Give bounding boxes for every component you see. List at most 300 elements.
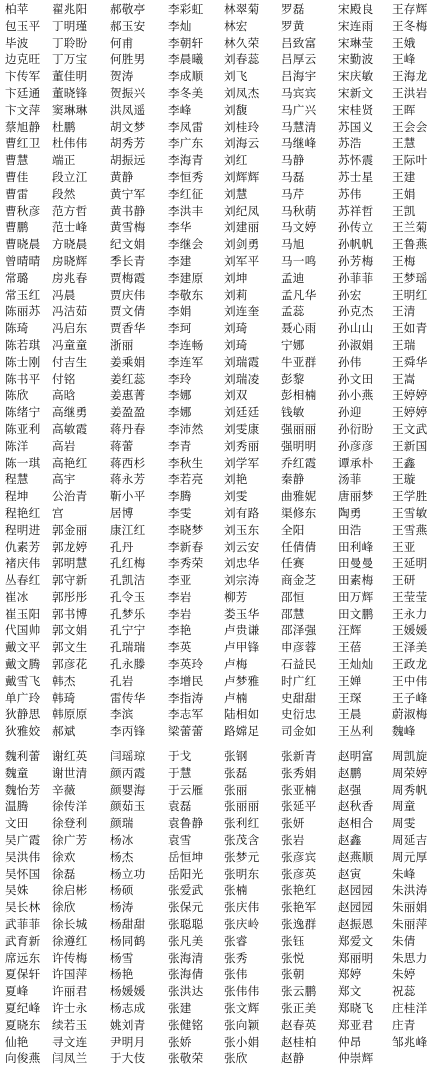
name-cell: 徐欢 xyxy=(52,849,76,864)
name-cell: 刘琦 xyxy=(224,321,248,336)
name-cell: 王梅 xyxy=(392,253,416,268)
name-cell: 黄宁军 xyxy=(110,186,146,201)
name-cell: 董佳明 xyxy=(52,69,88,84)
name-cell: 杨冰 xyxy=(110,833,134,848)
name-cell: 韩原原 xyxy=(52,707,88,722)
name-cell: 纪文娟 xyxy=(110,237,146,252)
name-row xyxy=(0,656,435,673)
name-cell: 夏保轩 xyxy=(5,967,41,982)
name-row xyxy=(0,690,435,707)
name-cell: 颜丙霞 xyxy=(110,765,146,780)
name-row xyxy=(0,849,435,866)
name-cell: 王峰 xyxy=(392,52,416,67)
name-cell: 吴洪伟 xyxy=(5,849,41,864)
name-row xyxy=(0,1034,435,1051)
name-cell: 陈士刚 xyxy=(5,354,41,369)
name-cell: 孔岩 xyxy=(110,673,134,688)
name-row xyxy=(0,35,435,52)
name-cell: 时广红 xyxy=(281,673,317,688)
name-cell: 张钰 xyxy=(281,933,305,948)
name-row xyxy=(0,421,435,438)
name-cell: 李灿 xyxy=(168,18,192,33)
name-cell: 续若玉 xyxy=(52,1017,88,1032)
name-cell: 张新青 xyxy=(281,749,317,764)
name-cell: 郭文生 xyxy=(52,640,88,655)
name-cell: 郝斌 xyxy=(52,724,76,739)
name-row xyxy=(0,1000,435,1017)
name-cell: 陆相如 xyxy=(224,707,260,722)
name-cell: 魏峰 xyxy=(392,724,416,739)
name-cell: 贾梅霞 xyxy=(110,270,146,285)
name-cell: 杨媛媛 xyxy=(110,984,146,999)
name-cell: 吴长林 xyxy=(5,900,41,915)
name-cell: 董晓锋 xyxy=(52,85,88,100)
name-cell: 范方哲 xyxy=(52,203,88,218)
name-cell: 赵寅 xyxy=(338,866,362,881)
name-cell: 王洪岩 xyxy=(392,85,428,100)
name-cell: 蒋丹春 xyxy=(110,421,146,436)
name-cell: 戴雪飞 xyxy=(5,673,41,688)
name-cell: 赵明富 xyxy=(338,749,374,764)
name-cell: 郭文娟 xyxy=(52,623,88,638)
name-cell: 乔红霞 xyxy=(281,455,317,470)
name-cell: 彭相楠 xyxy=(281,388,317,403)
name-cell: 田曼曼 xyxy=(338,556,374,571)
name-cell: 王晨 xyxy=(338,707,362,722)
name-row xyxy=(0,152,435,169)
name-cell: 张延平 xyxy=(281,799,317,814)
name-cell: 居博 xyxy=(110,505,134,520)
name-cell: 孙帆帆 xyxy=(338,237,374,252)
name-cell: 孙克杰 xyxy=(338,304,374,319)
name-cell: 王婷婷 xyxy=(392,405,428,420)
name-cell: 赵春英 xyxy=(281,1017,317,1032)
name-cell: 林翠菊 xyxy=(224,2,260,16)
name-row xyxy=(0,832,435,849)
name-cell: 刘海云 xyxy=(224,136,260,151)
name-cell: 卢楠 xyxy=(224,690,248,705)
name-row xyxy=(0,18,435,35)
name-cell: 贾香华 xyxy=(110,321,146,336)
name-cell: 李沛然 xyxy=(168,421,204,436)
name-cell: 张建 xyxy=(168,1001,192,1016)
name-row xyxy=(0,798,435,815)
name-cell: 王婷婷 xyxy=(392,388,428,403)
name-cell: 边克旺 xyxy=(5,52,41,67)
name-cell: 周元厚 xyxy=(392,849,428,864)
name-cell: 周童 xyxy=(392,799,416,814)
name-cell: 曹佳 xyxy=(5,169,29,184)
name-cell: 张楠 xyxy=(224,883,248,898)
name-cell: 赵静 xyxy=(281,1051,305,1066)
name-cell: 李连畅 xyxy=(168,337,204,352)
name-cell: 田素梅 xyxy=(338,573,374,588)
name-cell: 仲崇辉 xyxy=(338,1051,374,1066)
name-cell: 周雯 xyxy=(392,816,416,831)
name-row xyxy=(0,882,435,899)
name-cell: 苏国义 xyxy=(338,119,374,134)
name-cell: 王明红 xyxy=(392,287,428,302)
name-row xyxy=(0,85,435,102)
name-cell: 汪辉 xyxy=(338,623,362,638)
name-cell: 王研 xyxy=(392,573,416,588)
name-cell: 宋庆敏 xyxy=(338,69,374,84)
name-cell: 张娇 xyxy=(168,1034,192,1049)
name-cell: 李继会 xyxy=(168,237,204,252)
name-cell: 靳小平 xyxy=(110,489,146,504)
name-cell: 胡秀芳 xyxy=(110,136,146,151)
name-cell: 韩琦 xyxy=(52,690,76,705)
name-cell: 张云鹏 xyxy=(281,984,317,999)
name-cell: 王璇 xyxy=(392,472,416,487)
name-row xyxy=(0,1050,435,1067)
name-cell: 梁蕾蕾 xyxy=(168,724,204,739)
name-cell: 褚庆伟 xyxy=(5,556,41,571)
name-cell: 刘有路 xyxy=(224,505,260,520)
name-cell: 雷传华 xyxy=(110,690,146,705)
name-cell: 李广东 xyxy=(168,136,204,151)
name-cell: 杨同鹤 xyxy=(110,933,146,948)
name-cell: 赵振恩 xyxy=(338,917,374,932)
name-cell: 岳恒坤 xyxy=(168,849,204,864)
name-cell: 程坤 xyxy=(5,489,29,504)
name-cell: 张彦宾 xyxy=(281,849,317,864)
name-cell: 许士永 xyxy=(52,1001,88,1016)
name-cell: 席远东 xyxy=(5,950,41,965)
name-cell: 仙艳 xyxy=(5,1034,29,1049)
name-cell: 王建 xyxy=(392,169,416,184)
name-cell: 周延吉 xyxy=(392,833,428,848)
name-cell: 曾晴晴 xyxy=(5,253,41,268)
name-cell: 赵园园 xyxy=(338,900,374,915)
name-cell: 刘慧 xyxy=(224,186,248,201)
name-cell: 任赛 xyxy=(281,556,305,571)
name-cell: 王娥 xyxy=(392,35,416,50)
name-row xyxy=(0,169,435,186)
name-cell: 李凤雷 xyxy=(168,119,204,134)
name-cell: 朱婷 xyxy=(392,967,416,982)
name-cell: 李朝轩 xyxy=(168,35,204,50)
name-cell: 王存辉 xyxy=(392,2,428,16)
name-cell: 窦琳琳 xyxy=(52,102,88,117)
name-cell: 张逸群 xyxy=(281,917,317,932)
name-cell: 端正 xyxy=(52,153,76,168)
name-cell: 刘雯 xyxy=(224,489,248,504)
name-cell: 曹雷 xyxy=(5,186,29,201)
name-cell: 王中伟 xyxy=(392,673,428,688)
name-cell: 牛亚群 xyxy=(281,354,317,369)
name-cell: 宋新文 xyxy=(338,85,374,100)
name-row xyxy=(0,866,435,883)
name-cell: 王亚 xyxy=(392,539,416,554)
name-cell: 程明进 xyxy=(5,522,41,537)
name-cell: 刘艳 xyxy=(224,472,248,487)
name-cell: 李晨曦 xyxy=(168,52,204,67)
name-cell: 刘廷廷 xyxy=(224,405,260,420)
name-cell: 杨志成 xyxy=(110,1001,146,1016)
name-cell: 刘忠华 xyxy=(224,556,260,571)
name-cell: 强明明 xyxy=(281,438,317,453)
name-cell: 李冬美 xyxy=(168,85,204,100)
name-cell: 谢红英 xyxy=(52,749,88,764)
name-cell: 张妍 xyxy=(281,816,305,831)
name-cell: 孙传立 xyxy=(338,220,374,235)
name-cell: 孙芳梅 xyxy=(338,253,374,268)
name-cell: 房兆春 xyxy=(52,270,88,285)
name-cell: 马静 xyxy=(281,153,305,168)
name-cell: 张悦 xyxy=(281,950,305,965)
name-cell: 邵慧 xyxy=(281,606,305,621)
name-cell: 林宏 xyxy=(224,18,248,33)
name-row xyxy=(0,555,435,572)
name-cell: 王凯 xyxy=(392,203,416,218)
name-cell: 郭金丽 xyxy=(52,522,88,537)
name-cell: 田文鹏 xyxy=(338,606,374,621)
name-cell: 张健铭 xyxy=(168,1017,204,1032)
name-cell: 郑丽明 xyxy=(338,950,374,965)
name-cell: 石益民 xyxy=(281,657,317,672)
name-row xyxy=(0,320,435,337)
name-cell: 孔红梅 xyxy=(110,556,146,571)
name-cell: 刘琦 xyxy=(224,337,248,352)
name-cell: 李珂 xyxy=(168,321,192,336)
name-cell: 翟兆阳 xyxy=(52,2,88,16)
name-cell: 陶勇 xyxy=(338,505,362,520)
name-row xyxy=(0,505,435,522)
block-separator xyxy=(0,740,435,748)
name-cell: 于戈 xyxy=(168,749,192,764)
name-cell: 张睿 xyxy=(224,933,248,948)
name-cell: 丛春红 xyxy=(5,573,41,588)
name-cell: 卢梅 xyxy=(224,657,248,672)
name-cell: 王慧 xyxy=(392,136,416,151)
name-cell: 李海青 xyxy=(168,153,204,168)
name-cell: 刘建丽 xyxy=(224,220,260,235)
name-cell: 王学胜 xyxy=(392,489,428,504)
name-cell: 宋琳莹 xyxy=(338,35,374,50)
name-cell: 岳阳光 xyxy=(168,866,204,881)
name-cell: 郑亚君 xyxy=(338,1017,374,1032)
name-row xyxy=(0,135,435,152)
name-cell: 仲昂 xyxy=(338,1034,362,1049)
name-cell: 郑爱文 xyxy=(338,933,374,948)
name-cell: 李志军 xyxy=(168,707,204,722)
name-cell: 唐丽梦 xyxy=(338,489,374,504)
name-cell: 苏浩 xyxy=(338,136,362,151)
name-cell: 高晗 xyxy=(52,388,76,403)
name-cell: 蒋西杉 xyxy=(110,455,146,470)
name-cell: 代国帅 xyxy=(5,623,41,638)
name-cell: 付吉生 xyxy=(52,354,88,369)
name-cell: 刘云安 xyxy=(224,539,260,554)
name-cell: 郭龙婷 xyxy=(52,539,88,554)
name-cell: 魏利蕾 xyxy=(5,749,41,764)
name-cell: 张凡美 xyxy=(168,933,204,948)
name-cell: 张梦元 xyxy=(224,849,260,864)
name-cell: 路嫦足 xyxy=(224,724,260,739)
name-cell: 姜盈盈 xyxy=(110,405,146,420)
name-cell: 曹鹏 xyxy=(5,220,29,235)
name-cell: 马磊 xyxy=(281,169,305,184)
name-cell: 刘纪凤 xyxy=(224,203,260,218)
name-cell: 张磊 xyxy=(224,765,248,780)
name-cell: 张洪达 xyxy=(168,984,204,999)
name-cell: 孙文田 xyxy=(338,371,374,386)
name-cell: 司金如 xyxy=(281,724,317,739)
name-cell: 孙淑娟 xyxy=(338,337,374,352)
name-cell: 刘馥 xyxy=(224,102,248,117)
name-cell: 柏苹 xyxy=(5,2,29,16)
name-cell: 徐磊 xyxy=(52,866,76,881)
name-row xyxy=(0,354,435,371)
name-cell: 郭书博 xyxy=(52,606,88,621)
name-cell: 常璐 xyxy=(5,270,29,285)
name-cell: 崔玉阳 xyxy=(5,606,41,621)
name-cell: 韩杰 xyxy=(52,673,76,688)
name-cell: 蒋永芳 xyxy=(110,472,146,487)
name-cell: 王嵩 xyxy=(392,371,416,386)
name-cell: 李新春 xyxy=(168,539,204,554)
name-cell: 张秀 xyxy=(224,950,248,965)
name-cell: 王婵 xyxy=(338,673,362,688)
name-cell: 杨雪 xyxy=(110,950,134,965)
name-cell: 徐广芳 xyxy=(52,833,88,848)
name-cell: 许国萍 xyxy=(52,967,88,982)
name-cell: 黄静 xyxy=(110,169,134,184)
name-row xyxy=(0,438,435,455)
name-cell: 孙小燕 xyxy=(338,388,374,403)
name-cell: 汤菲 xyxy=(338,472,362,487)
name-cell: 郑婷 xyxy=(338,967,362,982)
name-cell: 于云雁 xyxy=(168,782,204,797)
name-cell: 刘玉东 xyxy=(224,522,260,537)
name-cell: 杜伟伟 xyxy=(52,136,88,151)
name-cell: 孙彦彦 xyxy=(338,438,374,453)
name-cell: 赵燕顺 xyxy=(338,849,374,864)
name-cell: 邵泽强 xyxy=(281,623,317,638)
name-cell: 夏峰 xyxy=(5,984,29,999)
name-cell: 武育新 xyxy=(5,933,41,948)
name-cell: 庄桂洋 xyxy=(392,1001,428,1016)
name-cell: 朱丽萍 xyxy=(392,917,428,932)
name-cell: 刘剑勇 xyxy=(224,237,260,252)
name-cell: 孔永滕 xyxy=(110,657,146,672)
name-list-block-second xyxy=(0,748,435,1067)
name-cell: 公治青 xyxy=(52,489,88,504)
name-cell: 杨涛 xyxy=(110,900,134,915)
name-cell: 张亚楠 xyxy=(281,782,317,797)
name-row xyxy=(0,933,435,950)
name-cell: 李秋生 xyxy=(168,455,204,470)
name-cell: 李秀荣 xyxy=(168,556,204,571)
name-cell: 张艳红 xyxy=(281,883,317,898)
name-cell: 田浩 xyxy=(338,522,362,537)
name-cell: 李玲 xyxy=(168,371,192,386)
name-cell: 申彦蓉 xyxy=(281,640,317,655)
name-cell: 卞文萍 xyxy=(5,102,41,117)
name-cell: 孙菲菲 xyxy=(338,270,374,285)
name-cell: 李红征 xyxy=(168,186,204,201)
name-cell: 孟迪 xyxy=(281,270,305,285)
name-cell: 宋桂贤 xyxy=(338,102,374,117)
name-cell: 文田 xyxy=(5,816,29,831)
name-cell: 王兰菊 xyxy=(392,220,428,235)
name-cell: 郭彦花 xyxy=(52,657,88,672)
name-cell: 戴文平 xyxy=(5,640,41,655)
name-cell: 王琛 xyxy=(338,690,362,705)
name-cell: 宋殿良 xyxy=(338,2,374,16)
name-cell: 刘瑞霞 xyxy=(224,354,260,369)
name-cell: 张正美 xyxy=(281,1001,317,1016)
name-cell: 张艳军 xyxy=(281,900,317,915)
name-cell: 高继勇 xyxy=(52,405,88,420)
name-row xyxy=(0,270,435,287)
name-row xyxy=(0,572,435,589)
name-cell: 王舜华 xyxy=(392,354,428,369)
name-cell: 邹兆峰 xyxy=(392,1034,428,1049)
name-row xyxy=(0,639,435,656)
name-cell: 刘桂玲 xyxy=(224,119,260,134)
name-cell: 范士峰 xyxy=(52,220,88,235)
name-cell: 王新国 xyxy=(392,438,428,453)
name-cell: 刘莉 xyxy=(224,287,248,302)
name-cell: 渠修东 xyxy=(281,505,317,520)
name-cell: 赵秋香 xyxy=(338,799,374,814)
name-cell: 寻文连 xyxy=(52,1034,88,1049)
name-cell: 张聪聪 xyxy=(168,917,204,932)
name-row xyxy=(0,765,435,782)
name-cell: 贺涛 xyxy=(110,69,134,84)
name-cell: 魏怡芳 xyxy=(5,782,41,797)
name-cell: 宋勤波 xyxy=(338,52,374,67)
name-cell: 陈欣 xyxy=(5,388,29,403)
name-cell: 王媛媛 xyxy=(392,623,428,638)
name-cell: 孔瑞瑞 xyxy=(110,640,146,655)
name-row xyxy=(0,287,435,304)
name-cell: 吕海宇 xyxy=(281,69,317,84)
name-cell: 王会会 xyxy=(392,119,428,134)
name-row xyxy=(0,119,435,136)
name-cell: 娄玉华 xyxy=(224,606,260,621)
name-cell: 林久荣 xyxy=(224,35,260,50)
name-cell: 庄青 xyxy=(392,1017,416,1032)
name-cell: 王梦瑶 xyxy=(392,270,428,285)
name-cell: 朱思力 xyxy=(392,950,428,965)
name-cell: 李青 xyxy=(168,438,192,453)
name-cell: 张彦英 xyxy=(281,866,317,881)
name-cell: 李晓梦 xyxy=(168,522,204,537)
name-cell: 丁万宝 xyxy=(52,52,88,67)
name-cell: 马继峰 xyxy=(281,136,317,151)
name-cell: 单广玲 xyxy=(5,690,41,705)
name-row xyxy=(0,186,435,203)
name-cell: 田万辉 xyxy=(338,589,374,604)
name-cell: 王政龙 xyxy=(392,657,428,672)
name-cell: 赵相合 xyxy=(338,816,374,831)
name-cell: 史甜甜 xyxy=(281,690,317,705)
name-cell: 魏童 xyxy=(5,765,29,780)
name-cell: 冯洁茹 xyxy=(52,304,88,319)
name-cell: 王泽美 xyxy=(392,640,428,655)
name-cell: 冯晨 xyxy=(52,287,76,302)
name-cell: 赵桂柏 xyxy=(281,1034,317,1049)
name-cell: 何甫 xyxy=(110,35,134,50)
name-row xyxy=(0,950,435,967)
name-cell: 陈若琪 xyxy=(5,337,41,352)
name-cell: 周秀帆 xyxy=(392,782,428,797)
name-cell: 刘凤杰 xyxy=(224,85,260,100)
name-cell: 杜鹏 xyxy=(52,119,76,134)
